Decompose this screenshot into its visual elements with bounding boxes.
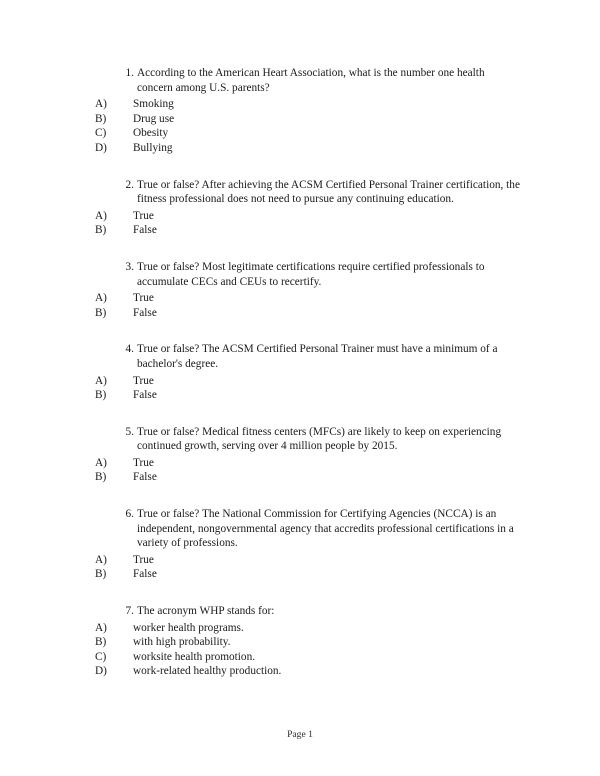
answer-option-text: Smoking <box>133 98 174 111</box>
question-stem <box>122 604 521 619</box>
answer-option-text: True <box>133 374 154 387</box>
question-block <box>95 425 521 485</box>
question-number: 1. <box>125 67 134 79</box>
question-number: 2. <box>125 178 134 191</box>
question-text: True or false? The National Commission for Certifying Agencies (NCCA) is an independent, nongovernmental agency that accredits professional certifications in a variety of professions. <box>137 508 514 550</box>
question-block <box>95 260 521 320</box>
answer-option[interactable] <box>95 374 521 389</box>
answer-option[interactable] <box>95 553 521 568</box>
answer-option-text: True <box>133 209 154 222</box>
question-number: 5. <box>125 425 134 438</box>
question-block <box>95 507 521 582</box>
answer-option-text: worker health programs. <box>133 621 244 634</box>
answer-option[interactable] <box>95 650 521 665</box>
answer-option-text: with high probability. <box>133 636 231 649</box>
answer-option[interactable] <box>95 291 521 306</box>
answer-option[interactable] <box>95 223 521 238</box>
answer-option-text: worksite health promotion. <box>133 650 256 663</box>
answer-option[interactable] <box>95 126 521 141</box>
answer-option-label: B) <box>95 568 107 581</box>
answer-option-label: B) <box>95 224 107 237</box>
answer-option-label: B) <box>95 389 107 402</box>
answer-option[interactable] <box>95 621 521 636</box>
question-number: 7. <box>125 605 134 618</box>
answer-option[interactable] <box>95 664 521 679</box>
question-block <box>95 178 521 238</box>
question-number: 3. <box>125 260 134 273</box>
answer-option-text: Obesity <box>133 127 169 140</box>
answer-option-label: B) <box>95 112 107 125</box>
question-block <box>95 604 521 679</box>
page-footer <box>0 728 600 741</box>
answer-option[interactable] <box>95 388 521 403</box>
question-text: True or false? Medical fitness centers (MFCs) are likely to keep on experiencing continued growth, serving over 4 million people by 2015. <box>137 425 502 453</box>
question-stem <box>122 178 521 207</box>
answer-option-text: False <box>133 306 157 319</box>
question-stem <box>122 342 521 371</box>
answer-option-label: C) <box>95 127 107 140</box>
answer-option-text: False <box>133 389 157 402</box>
answer-option-label: A) <box>95 621 107 634</box>
answer-option-text: Bullying <box>133 141 173 154</box>
answer-option-text: True <box>133 553 154 566</box>
question-number: 6. <box>125 508 134 521</box>
answer-option-text: False <box>133 224 157 237</box>
answer-option-label: B) <box>95 306 107 319</box>
answer-option[interactable] <box>95 97 521 112</box>
answer-option-text: work-related healthy production. <box>133 665 282 678</box>
answer-option[interactable] <box>95 567 521 582</box>
answer-option-text: False <box>133 471 157 484</box>
answer-option[interactable] <box>95 306 521 321</box>
page-number-label: Page 1 <box>287 729 313 740</box>
question-text: The acronym WHP stands for: <box>137 605 275 618</box>
question-stem <box>122 507 521 551</box>
answer-option-text: Drug use <box>133 112 175 125</box>
answer-option-text: False <box>133 568 157 581</box>
answer-option-label: A) <box>95 374 107 387</box>
answer-option-label: B) <box>95 471 107 484</box>
question-number: 4. <box>125 343 134 356</box>
answer-option[interactable] <box>95 456 521 471</box>
answer-option-text: True <box>133 292 154 305</box>
answer-option[interactable] <box>95 112 521 127</box>
answer-option-text: True <box>133 456 154 469</box>
answer-option-label: A) <box>95 292 107 305</box>
answer-option-label: A) <box>95 209 107 222</box>
question-text: According to the American Heart Association, what is the number one health concern among U.S. parents? <box>137 67 485 94</box>
answer-option[interactable] <box>95 635 521 650</box>
question-text: True or false? Most legitimate certifications require certified professionals to accumulate CECs and CEUs to recertify. <box>137 260 485 288</box>
answer-option[interactable] <box>95 141 521 156</box>
question-block <box>95 66 521 156</box>
answer-option-label: A) <box>95 98 107 111</box>
question-stem <box>122 260 521 289</box>
answer-option-label: A) <box>95 456 107 469</box>
answer-option-label: D) <box>95 665 107 678</box>
question-text: True or false? The ACSM Certified Personal Trainer must have a minimum of a bachelor's degree. <box>137 343 498 370</box>
question-list <box>95 66 521 679</box>
answer-option-label: B) <box>95 636 107 649</box>
question-block <box>95 342 521 402</box>
question-stem <box>122 425 521 454</box>
answer-option[interactable] <box>95 209 521 224</box>
answer-option[interactable] <box>95 470 521 485</box>
question-text: True or false? After achieving the ACSM Certified Personal Trainer certification, the fitness professional does not need to pursue any continuing education. <box>137 178 520 206</box>
answer-option-label: C) <box>95 650 107 663</box>
answer-option-label: A) <box>95 553 107 566</box>
question-stem <box>122 66 521 95</box>
answer-option-label: D) <box>95 141 107 154</box>
